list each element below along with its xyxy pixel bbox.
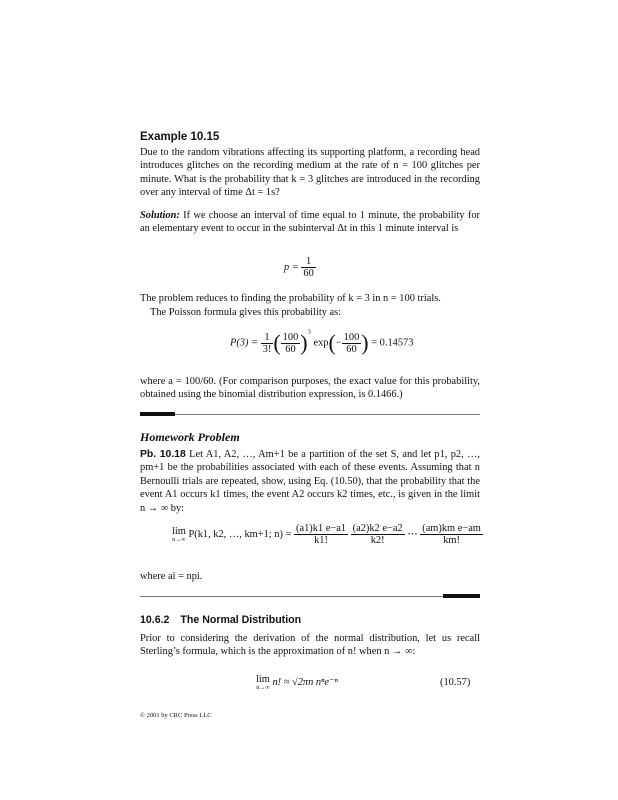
eq-poisson-lhs: P(3) = bbox=[230, 337, 259, 349]
eq-poisson-frac3-den: 60 bbox=[342, 343, 362, 355]
section-bar-right bbox=[443, 594, 480, 598]
eq-limit-term2-num: (a2)k2 e−a2 bbox=[352, 523, 403, 534]
eq-limit-lim-text: lim bbox=[172, 526, 186, 537]
solution-paragraph bbox=[140, 209, 480, 236]
homework-title: Homework Problem bbox=[140, 430, 240, 444]
where-text: where a = 100/60. (For comparison purposes, the exact value for this probability, obtained using the binomial distribution expression, is 0.1466.) bbox=[140, 376, 480, 401]
eq-poisson-frac3-num: 100 bbox=[343, 331, 360, 343]
footer-copyright: © 2001 by CRC Press LLC bbox=[140, 712, 212, 719]
solution-label: Solution: bbox=[140, 210, 180, 221]
eq-stirling-lim-text: lim bbox=[256, 674, 270, 685]
homework-paragraph bbox=[140, 448, 480, 515]
eq-poisson-result: = 0.14573 bbox=[371, 337, 414, 349]
eq-p-lhs: p = bbox=[284, 261, 299, 273]
equation-stirling bbox=[256, 674, 338, 691]
eq-poisson-power: 3 bbox=[307, 328, 311, 336]
section-bar-left bbox=[140, 412, 175, 416]
eq-limit-lhs: P(k1, k2, …, km+1; n) = bbox=[188, 528, 292, 540]
poisson-text: The Poisson formula gives this probability as: bbox=[150, 307, 342, 318]
eq-stirling-lim-sub: n→∞ bbox=[256, 685, 270, 691]
eq-limit-term1 bbox=[294, 523, 348, 546]
section-text: Prior to considering the derivation of the normal distribution, let us recall Sterling’s formula, which is the approximation of n! when n → ∞: bbox=[140, 633, 480, 658]
eq-poisson-frac1-num: 1 bbox=[264, 331, 270, 343]
eq-poisson-frac2-den: 60 bbox=[281, 343, 301, 355]
equation-number: (10.57) bbox=[440, 677, 471, 688]
eq-limit-dots: ⋯ bbox=[407, 528, 418, 540]
eq-p-den: 60 bbox=[303, 268, 314, 279]
eq-poisson-frac2 bbox=[281, 332, 301, 355]
eq-p-num: 1 bbox=[306, 256, 312, 267]
section-heading bbox=[140, 614, 480, 626]
pb-label: Pb. 10.18 bbox=[140, 449, 186, 460]
divider-line-top bbox=[175, 414, 480, 415]
eq-limit-term3-den: km! bbox=[420, 534, 483, 546]
eq-limit-term2 bbox=[351, 523, 405, 546]
eq-limit-lim-sub: n→∞ bbox=[172, 537, 186, 543]
section-number: 10.6.2 bbox=[140, 614, 170, 626]
eq-p-fraction bbox=[301, 256, 315, 279]
homework-where: where ai = npi. bbox=[140, 571, 203, 582]
equation-poisson: P(3) = $\frac{1}{3!}$ ( $\frac{100}{60}$ )$^3$ exp(− $\frac{100}{60}$ ) = 0.14573 bbox=[230, 328, 414, 355]
reduce-text: The problem reduces to finding the probability of k = 3 in n = 100 trials. bbox=[140, 293, 441, 304]
eq-limit-term1-den: k1! bbox=[294, 534, 348, 546]
eq-poisson-frac3 bbox=[342, 332, 362, 355]
eq-stirling-lim bbox=[256, 674, 270, 691]
eq-limit-term1-num: (a1)k1 e−a1 bbox=[296, 523, 347, 534]
eq-limit-term3 bbox=[420, 523, 483, 546]
eq-poisson-frac1 bbox=[261, 332, 274, 355]
eq-poisson-exp: exp bbox=[313, 337, 329, 349]
eq-poisson-minus: − bbox=[335, 337, 342, 349]
eq-limit-term2-den: k2! bbox=[351, 534, 405, 546]
eq-poisson-frac1-den: 3! bbox=[262, 343, 272, 355]
example-text: Due to the random vibrations affecting its supporting platform, a recording head introduces glitches on the recording medium at the rate of n = 100 glitches per minute. What is the probability that k = 3 glitches are introduced in the recording over any interval of time Δt = 1s? bbox=[140, 147, 480, 199]
eq-poisson-frac2-num: 100 bbox=[282, 331, 299, 343]
eq-limit-lim bbox=[172, 526, 186, 543]
equation-limit bbox=[172, 523, 483, 546]
eq-stirling-body: n! ≈ √2πn nⁿe⁻ⁿ bbox=[272, 676, 338, 688]
example-title: Example 10.15 bbox=[140, 131, 220, 143]
divider-line-bottom bbox=[140, 596, 445, 597]
equation-p bbox=[284, 256, 316, 279]
pb-text: Let A1, A2, …, Am+1 be a partition of the set S, and let p1, p2, …, pm+1 be the probabilities associated with each of these events. Assuming that n Bernoulli trials are repeated, show, using Eq. (10.50), that the probability that the event A1 occurs k1 times, the event A2 occurs k2 times, etc., is given in the limit n → ∞ by: bbox=[140, 449, 481, 514]
solution-text: If we choose an interval of time equal to 1 minute, the probability for an elementary event to occur in the subinterval Δt in this 1 minute interval is bbox=[140, 210, 480, 235]
section-title: The Normal Distribution bbox=[180, 614, 302, 626]
eq-limit-term3-num: (am)km e−am bbox=[422, 523, 481, 534]
